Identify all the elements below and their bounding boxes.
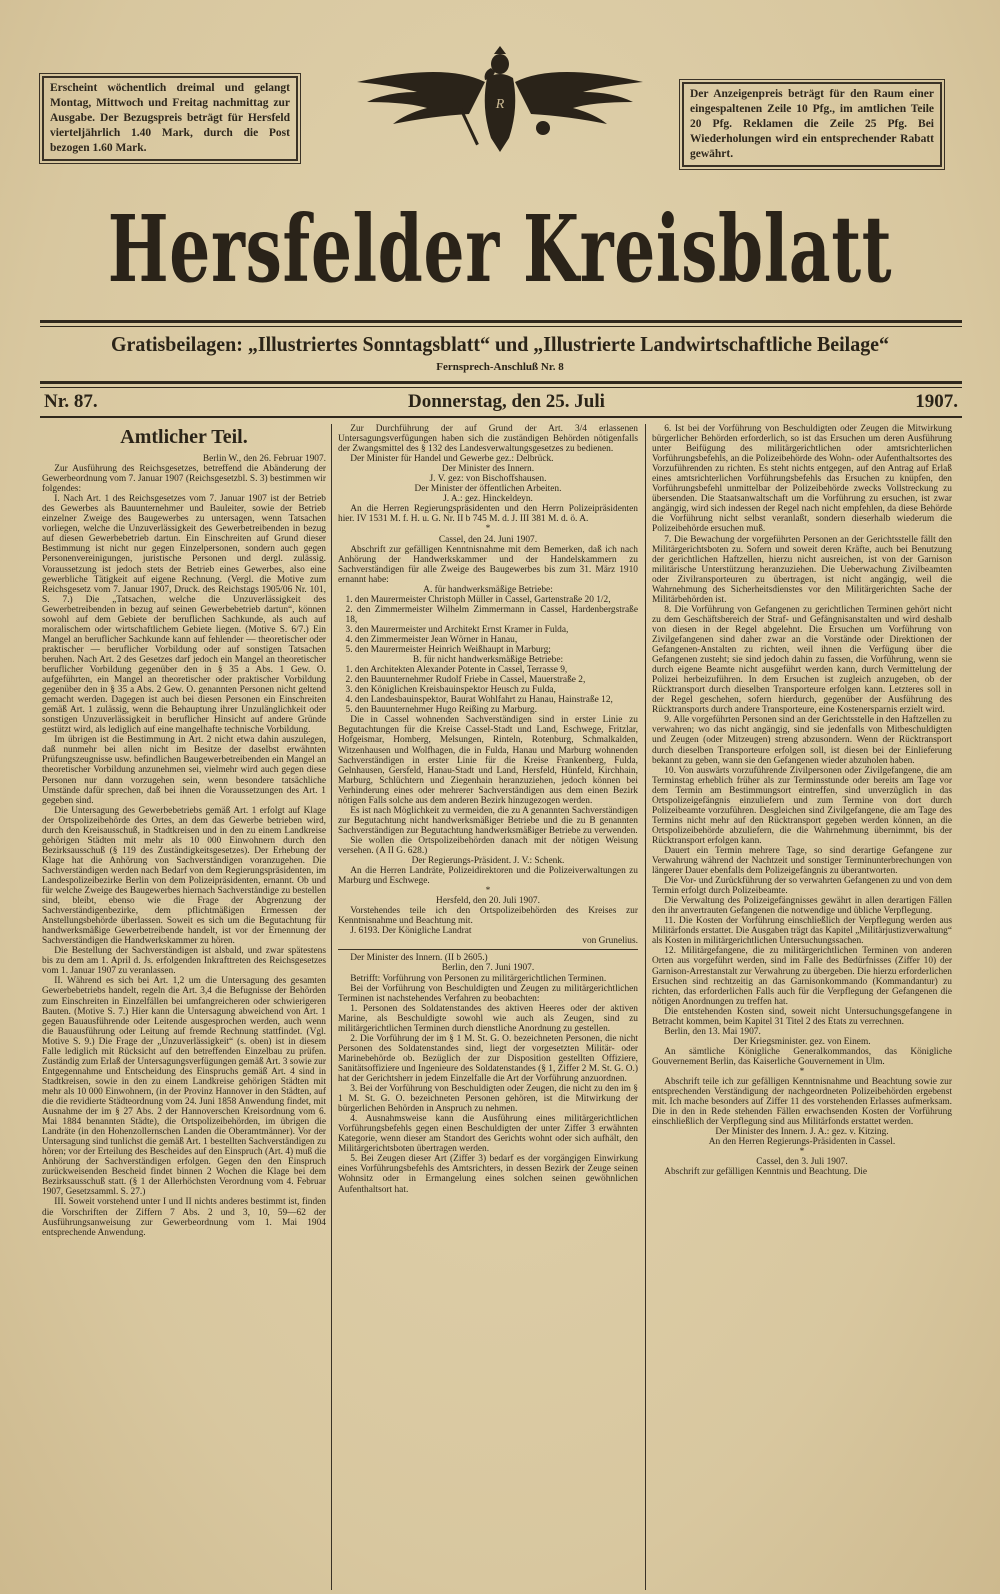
paragraph: J. 6193. Der Königliche Landrat	[350, 926, 472, 937]
paragraph: Sie wollen die Ortspolizeibehörden danach mit der nötigen Weisung versehen. (A II G. 628.)	[338, 835, 638, 856]
paragraph: An die Herren Regierungspräsidenten und den Herrn Polizeipräsidenten hier. IV 1531 M. f. H. u. G. Nr. II b 745 M. d. J. III 381 M. d. ö. A.	[338, 504, 638, 525]
paragraph: B. für nicht handwerksmäßige Betriebe:	[412, 655, 564, 666]
paragraph: Berlin W., den 26. Februar 1907.	[202, 454, 326, 464]
paragraph: Berlin, den 13. Mai 1907.	[664, 1026, 761, 1037]
list-item: 5. den Maurermeister Heinrich Weißhaupt in Marburg;	[345, 645, 551, 656]
paragraph: Der Kriegsminister. gez. von Einem.	[733, 1036, 871, 1047]
paragraph: *	[799, 1067, 805, 1077]
paragraph: Der Minister des Innern. (II b 2605.)	[350, 953, 488, 964]
issue-date: Donnerstag, den 25. Juli	[408, 391, 605, 412]
section-divider	[338, 949, 638, 950]
paragraph: 8. Die Vorführung von Gefangenen zu gerichtlichen Terminen gehört nicht zu dem Geschäftsbereich der Straf- und Gefängnisanstalten und wird deshalb von diesen in der Regel abgelehnt. Die Ersuchen um Vorführung von Zivilgefangenen sind daher zwar an die Vorstände oder Direktionen der Gefangenen-Anstalten zu richten, weil ihnen die Verfügung über die Gefangenen zusteht; sie sind jedoch dahin zu fassen, die Vorführung, wenn sie durch eigene Beamte nicht ausgeführt werden kann, durch Vermittelung der Polizei herbeizuführen. In dem Ersuchen ist zugleich anzugeben, ob der Rücktransport durch dieselben Transporteure erfolgen kann. Letzteres soll in der Regel geschehen, sofern hierdurch, gegenüber der Ausführung des Rücktransports durch andere Transporteure, eine Kostenersparnis erzielt wird.	[652, 604, 952, 716]
paragraph: 1. Personen des Soldatenstandes des aktiven Heeres oder der aktiven Marine, als Beschuldigte sowohl wie auch als Zeugen, sind zu militärgerichtlichen Terminen durch dienstliche Anordnung zu gestellen.	[338, 1003, 638, 1034]
paragraph: Vorstehendes teile ich den Ortspolizeibehörden des Kreises zur Kenntnisnahme und Beachtung mit.	[338, 906, 638, 927]
paragraph: A. für handwerksmäßige Betriebe:	[423, 584, 553, 595]
paragraph: Cassel, den 3. Juli 1907.	[756, 1157, 848, 1168]
paragraph: Es ist nach Möglichkeit zu vermeiden, die zu A genannten Sachverständigen zur Begutachtung nicht handwerksmäßiger Betriebe und die zu B genannten Sachverständigen zur Begutachtung handwerksmäßiger Betriebe zu verwenden.	[338, 805, 638, 836]
paragraph: Die Verwaltung des Polizeigefängnisses gewährt in allen derartigen Fällen den ihr anvertrauten Gefangenen die notwendige und übliche Verpflegung.	[652, 896, 952, 917]
divider	[40, 381, 962, 384]
divider	[40, 416, 962, 418]
paragraph: Die Untersagung des Gewerbebetriebs gemäß Art. 1 erfolgt auf Klage der Ortspolizeibehörde des Ortes, an dem das Gewerbe betrieben wird, durch den Kreisausschuß, in Stadtkreisen und in den zu einem Landkreise gehörigen Städten mit mehr als 10 000 Einwohnern durch den Bezirksausschuß (§ 119 des Zuständigkeitsgesetzes). Der Erhebung der Klage hat die Anhörung von Sachverständigen voranzugehen. Die Sachverständigen werden nach Bedarf von dem Regierungspräsidenten, im Landespolizeibezirke Berlin von dem Polizeipräsidenten, ernannt. Ob und für welche Zweige des Baugewerbes hiernach Sachverständige zu bestellen sind, bleibt, ebenso wie die Frage der Abgrenzung der Sachverständigenbezirke, dem pflichtmäßigen Ermessen der Anstellungsbehörde überlassen. Soweit es sich um die Begutachtung für handwerksmäßige Gewerbetreibende handelt, ist vor der Ernennung der Sachverständigen die Handwerkskammer zu hören.	[42, 805, 326, 947]
text-column-1	[42, 424, 326, 1590]
paragraph: An die Herren Landräte, Polizeidirektoren und die Polizeiverwaltungen zu Marburg und Eschwege.	[338, 866, 638, 887]
paragraph: Der Minister für Handel und Gewerbe gez.: Delbrück.	[350, 454, 554, 465]
list-item: 4. den Zimmermeister Jean Wörner in Hanau,	[345, 634, 518, 645]
paragraph: Abschrift zur gefälligen Kenntnis und Beachtung. Die	[664, 1167, 868, 1178]
list-item: 5. den Bauunternehmer Hugo Reißing zu Marburg.	[345, 705, 537, 716]
section-heading: Amtlicher Teil.	[120, 426, 248, 448]
paragraph: Die in Cassel wohnenden Sachverständigen sind in erster Linie zu Begutachtungen für die Kreise Cassel-Stadt und Land, Eschwege, Fritzlar, Hofgeismar, Homberg, Melsungen, Rinteln, Rotenburg, Schmalkalden, Witzenhausen und Wolfhagen, die in Fulda, Hanau und Marburg wohnenden Sachverständigen in erster Linie für die Kreise Frankenberg, Fulda, Gelnhausen, Gersfeld, Hanau-Stadt und Land, Hersfeld, Hünfeld, Kirchhain, Marburg, Schlüchtern und Ziegenhain heranzuziehen, jedoch können bei Verhinderung eines oder mehrerer Sachverständigen aus dem einen Bezirk nötigen Falls solche aus dem anderen Bezirk hinzugezogen werden.	[338, 715, 638, 806]
list-item: 2. den Zimmermeister Wilhelm Zimmermann in Cassel, Hardenbergstraße 18,	[345, 604, 638, 625]
paragraph: J. V. gez: von Bischoffshausen.	[429, 474, 547, 485]
paragraph: *	[799, 1147, 805, 1158]
paragraph: 2. Die Vorführung der im § 1 M. St. G. O. bezeichneten Personen, die nicht Personen des Soldatenstandes sind, liegt der vorgesetzten Militär- oder Marinebehörde ob. Bezüglich der zur Disposition gestellten Offiziere, Sanitätsoffiziere und Ingenieure des Soldatenstandes (§ 1, Ziffer 2 M. St. G. O.) hat der Gerichtsherr in jedem Einzelfalle die Art der Vorführung anzuordnen.	[338, 1033, 638, 1084]
list-item: 4. den Landesbauinspektor, Baurat Wohlfahrt zu Hanau, Hainstraße 12,	[345, 695, 613, 706]
paragraph: Zur Ausführung des Reichsgesetzes, betreffend die Abänderung der Gewerbeordnung vom 7. Januar 1907 (Reichsgesetzbl. S. 3) bestimmen wir folgendes:	[42, 464, 326, 495]
paragraph: Im übrigen ist die Bestimmung in Art. 2 nicht etwa dahin auszulegen, daß nunmehr bei allen nicht im Besitze der daselbst erwähnten Prüfungszeugnisse usw. befindlichen Baugewerbetreibenden ein Mangel an theoretischer Vorbildung anzunehmen sei, vielmehr wird auch gegen diese Personen nur dann vorzugehen sein, wenn besondere tatsächliche Umstände dafür sprechen, daß bei ihnen die Voraussetzungen des Art. 1 gegeben sind.	[42, 735, 326, 806]
issue-year: 1907.	[915, 391, 958, 412]
paragraph: II. Während es sich bei Art. 1,2 um die Untersagung des gesamten Gewerbebetriebs handelt, regeln die Art. 3,4 die Befugnisse der Behörden zum Einschreiten in Einzelfällen bei umfangreicheren oder schwierigeren Bauten. (Motive S. 7.) Hier kann die Untersagung abweichend von Art. 1 gegen Bauausführende oder Leitende ausgesprochen werden, auch wenn die Bauausführung oder Leitung auf fremde Rechnung stattfindet. (Vgl. Motive S. 9.) Die Frage der „Unzuverlässigkeit“ (s. oben) ist in diesem Falle lediglich mit Rücksicht auf den betreffenden Einzelbau zu prüfen. Zuständig zum Erlaß der Untersagungsverfügungen gemäß Art. 3 sowie zur Entgegennahme und Entscheidung des Einspruchs gemäß Art. 4 sind in Stadtkreisen, sowie in den zu einem Landkreise gehörigen Städten mit mehr als 10 000 Einwohnern, (in der Provinz Hannover in den Städten, auf die die revidierte Städteordnung vom 24. Juni 1858 Anwendung findet, mit Ausnahme der im § 27 Abs. 2 der Hannoverschen Kreisordnung vom 6. Mai 1884 benannten Städte), die Ortspolizeibehörden, im übrigen die Landräte (in den Hohenzollernschen Landen die Oberamtmänner). Vor der Untersagung sind tunlichst die gemäß Art. 1 bestellten Sachverständigen zu hören; vor der Erteilung des Bescheides auf den Einspruch (Art. 4) muß die Anhörung der Sachverständigen erfolgen. Gegen den den Einspruch zurückweisenden Bescheid findet binnen 2 Wochen die Klage bei dem Bezirksausschuß statt. (§ 1 der Allerhöchsten Verordnung vom 4. Februar 1907, Gesetzsamml. S. 27.)	[42, 976, 326, 1198]
paragraph: I. Nach Art. 1 des Reichsgesetzes vom 7. Januar 1907 ist der Betrieb des Gewerbes als Bauunternehmer und Bauleiter, sowie der Betrieb einzelner Zweige des Baugewerbes zu untersagen, wenn Tatsachen vorliegen, welche die Unzuverlässigkeit des Gewerbetreibenden in bezug auf diesen Gewerbebetrieb dartun. Ein Einschreiten auf Grund dieser Bestimmung ist nicht nur gegen Einzelpersonen, sondern auch gegen Personenvereinigungen, juristische Personen und dergl. zulässig. Voraussetzung ist jedoch stets der Betrieb eines Gewerbes, also eine gewerbliche Tätigkeit auf eigene Rechnung. (Vergl. die Motive zum Reichsgesetz vom 7. Januar 1907, Druck. des Reichstags 1905/06 Nr. 101, S. 7.) Die „Tatsachen, welche die Unzuverlässigkeit des Gewerbetreibenden in bezug auf seinen Gewerbebetrieb dartun“, können sowohl auf dem Gebiete der beruflichen Sachkunde, als auch auf moralischem oder wirtschaftlichem Gebiete liegen. (Motive S. 6/7.) Ein Mangel an beruflicher Sachkunde kann auf fehlender — theoretischer oder praktischer — beruflicher Vorbildung oder auf sonstigen Tatsachen beruhen. Nach Art. 2 des Gesetzes darf jedoch ein Mangel an theoretischer beruflicher Vorbildung gegenüber den in § 35 a Abs. 1 Gew. O. aufgeführten, ein Mangel an theoretischer oder praktischer Vorbildung gegenüber den in § 35 a Abs. 2 Gew. O. genannten Personen nicht geltend gemacht werden. Dagegen ist auch bei diesen Personen ein Einschreiten gemäß Art. 1 zulässig, wenn die Behauptung ihrer Unzulänglichkeit oder sonstigen Unzuverlässigkeit in beruflicher Hinsicht auf andere Gründe gestützt wird, als lediglich auf eine mangelhafte technische Vorbildung.	[42, 494, 326, 736]
divider	[40, 387, 962, 388]
paragraph: 3. Bei der Vorführung von Beschuldigten oder Zeugen, die nicht zu den im § 1 M. St. G. O. bezeichneten Personen gehören, ist die Mitwirkung der bürgerlichen Behörden in Anspruch zu nehmen.	[338, 1084, 638, 1115]
list-item: 1. den Maurermeister Christoph Müller in Cassel, Gartenstraße 20 1/2,	[345, 594, 611, 605]
paragraph: Hersfeld, den 20. Juli 1907.	[436, 896, 540, 907]
paragraph: Die Bestellung der Sachverständigen ist alsbald, und zwar spätestens bis zu dem am 1. April d. Js. erfolgenden Inkrafttreten des Reichsgesetzes vom 1. Januar 1907 zu veranlassen.	[42, 946, 326, 977]
paragraph: Die entstehenden Kosten sind, soweit nicht Untersuchungsgefangene in Betracht kommen, beim Kapitel 31 Titel 2 des Etats zu verrechnen.	[652, 1006, 952, 1027]
prussian-eagle-emblem	[355, 42, 645, 154]
text-column-3	[652, 424, 952, 1590]
paragraph: Zur Durchführung der auf Grund der Art. 3/4 erlassenen Untersagungsverfügungen haben sich die zuständigen Behörden nötigenfalls der Zwangsmittel des § 132 des Landesverwaltungsgesetzes zu bedienen.	[338, 424, 638, 455]
paragraph: 6. Ist bei der Vorführung von Beschuldigten oder Zeugen die Mitwirkung bürgerlicher Behörden erforderlich, so ist das Ersuchen um deren Ausführung unter Beifügung des militärgerichtlichen oder amtsrichterlichen Vorführungsbefehls, an die Polizeibehörde des Wohn- oder Aufenthaltsortes des Vorzuführenden zu richten. Es steht nichts entgegen, auf den Antrag auf Erlaß eines amtsrichterlichen Vorführungsbefehls das Ersuchen zu knüpfen, den Vorführungsbefehl unmittelbar der Polizeibehörde zwecks Vollstreckung zu übersenden. Die Staatsanwaltschaft um die Vorführung zu ersuchen, ist zwar angängig, wird sich indessen der Regel nach nicht empfehlen, da diese Behörde die Vorführung nicht selbst veranlaßt, sondern dieserhalb wiederum die Polizeibehörde ersuchen muß.	[652, 424, 952, 535]
paragraph: 9. Alle vorgeführten Personen sind an der Gerichtsstelle in den Haftzellen zu verwahren; wo das nicht angängig, sind sie jedenfalls von Mitbeschuldigten und Zeugen (oder Mitzeugen) streng abzusondern. Wenn der Rücktransport durch dieselben Transporteure erfolgen soll, ist diesen bei der Einlieferung bekannt zu geben, wann sie den Gefangenen wieder abzuholen haben.	[652, 715, 952, 766]
supplements-line: Gratisbeilagen: „Illustriertes Sonntagsblatt“ und „Illustrierte Landwirtschaftliche Beilage“	[110, 332, 890, 356]
divider	[40, 326, 962, 327]
issue-number: Nr. 87.	[44, 391, 98, 412]
paragraph: Der Minister des Innern.	[441, 464, 535, 475]
paragraph: Die Vor- und Zurückführung der so verwahrten Gefangenen zu und von dem Termin erfolgt durch Polizeibeamte.	[652, 876, 952, 897]
issue-line	[44, 391, 958, 415]
paragraph: 7. Die Bewachung der vorgeführten Personen an der Gerichtsstelle fällt den Militärgerichtsboten zu. Sofern und soweit deren Kräfte, auch bei Benutzung der gerichtlichen Haftzellen, hierzu nicht ausreichen, ist von der Garnison militärische Unterstützung heranzuziehen. Die Ueberwachung Zivilbeamten oder Zivilransporteuren zu übertragen, ist nicht angängig, weil die Wahrnehmung des Sicherheitsdienstes vor den Militärgerichten Sache der Militärbehörden ist.	[652, 534, 952, 605]
paragraph: Der Minister des Innern. J. A.: gez. v. Kitzing.	[715, 1127, 889, 1138]
paragraph: J. A.: gez. Hinckeldeyn.	[443, 494, 533, 505]
advertising-rates-box: Der Anzeigenpreis beträgt für den Raum einer eingespaltenen Zeile 10 Pfg., im amtlichen Teile 20 Pfg. Reklamen die Zeile 25 Pfg. Bei Wiederholungen wird ein entsprechender Rabatt gewährt.	[682, 82, 942, 167]
paragraph: 4. Ausnahmsweise kann die Ausführung eines militärgerichtlichen Vorführungsbefehls gegen einen Beschuldigten der unter Ziffer 3 erwähnten Kategorie, wenn dieser am Standort des Gerichts wohnt oder sich aufhält, den Militärgerichtsboten übertragen werden.	[338, 1114, 638, 1155]
paragraph: 5. Bei Zeugen dieser Art (Ziffer 3) bedarf es der vorgängigen Einwirkung eines Vorführungsbefehls des Amtsrichters, in dessen Bezirk der Zeuge seinen Wohnsitz oder in Ermangelung eines solchen seinen gewöhnlichen Aufenthaltsort hat.	[338, 1154, 638, 1195]
paragraph: Cassel, den 24. Juni 1907.	[438, 534, 538, 545]
paragraph: 11. Die Kosten der Vorführung einschließlich der Verpflegung werden aus Militärfonds erstattet. Die Ausgaben trägt das Kapitel „Militärjustizverwaltung“ als Kosten in militärgerichtlichen Untersuchungssachen.	[652, 916, 952, 947]
paragraph: Abschrift zur gefälligen Kenntnisnahme mit dem Bemerken, daß ich nach Anhörung der Handwerkskammer und der Handelskammern zu Sachverständigen für alle Zweige des Baugewerbes bis zum 31. März 1910 ernannt habe:	[338, 544, 638, 585]
divider	[40, 320, 962, 323]
paragraph: An den Herren Regierungs-Präsidenten in Cassel.	[708, 1137, 896, 1148]
paragraph: III. Soweit vorstehend unter I und II nichts anderes bestimmt ist, finden die Vorschriften der Ziffern 7 Abs. 2 und 3, 10, 59—62 der Ausführungsanweisung zur Gewerbeordnung vom 1. Mai 1904 entsprechende Anwendung.	[42, 1197, 326, 1238]
column-divider	[645, 424, 646, 1590]
emblem-monogram: R	[495, 97, 505, 112]
telephone-line: Fernsprech-Anschluß Nr. 8	[436, 361, 564, 373]
list-item: 2. den Bauunternehmer Rudolf Friebe in Cassel, Mauerstraße 2,	[345, 675, 586, 686]
list-item: 3. den Maurermeister und Architekt Ernst Kramer in Fulda,	[345, 624, 569, 635]
paragraph: *	[485, 524, 491, 535]
paragraph: Dauert ein Termin mehrere Tage, so sind derartige Gefangene zur Verwahrung während der Nachtzeit und sonstiger Terminunterbrechungen von längerer Dauer ebenfalls dem Polizeigefängnis zu überantworten.	[652, 845, 952, 877]
paragraph: An sämtliche Königliche Generalkommandos, das Königliche Gouvernement Berlin, das Kaiserliche Gouvernement in Ulm.	[652, 1046, 952, 1067]
paragraph: Der Regierungs-Präsident. J. V.: Schenk.	[411, 856, 565, 867]
paragraph: 10. Von auswärts vorzuführende Zivilpersonen oder Zivilgefangene, die am Terminstag erheblich früher als zur Terminsstunde oder bereits am Tage vor dem Termin am Bestimmungsort eintreffen, sind unverzüglich in das Ortspolizeigefängnis einzuliefern und zum Termine von dort durch Polizeibeamte vorzuführen. Desgleichen sind Zivilgefangene, die am Tage des Termins nicht mehr auf den Rücktransport gegeben werden können, an die Ortspolizeibehörde abzuliefern, die die Wahrnehmung übernimmt, bis der Rücktransport erfolgen kann.	[652, 765, 952, 846]
text-column-2	[338, 424, 638, 1590]
paragraph: Bei der Vorführung von Beschuldigten und Zeugen zu militärgerichtlichen Terminen ist nachstehendes Verfahren zu beobachten:	[338, 983, 638, 1004]
paragraph: *	[485, 886, 491, 897]
paragraph: Betrifft: Vorführung von Personen zu militärgerichtlichen Terminen.	[350, 973, 607, 984]
paragraph: von Grunelius.	[582, 936, 638, 947]
subscription-info-box: Erscheint wöchentlich dreimal und gelangt Montag, Mittwoch und Freitag nachmittag zur Ausgabe. Der Bezugspreis beträgt für Hersfeld vierteljährlich 1.40 Mark, durch die Post bezogen 1.60 Mark.	[42, 76, 298, 161]
column-divider	[331, 424, 332, 1590]
list-item: 1. den Architekten Alexander Potente in Cassel, Terrasse 9,	[345, 665, 568, 676]
paragraph: Abschrift teile ich zur gefälligen Kenntnisnahme und Beachtung sowie zur entsprechenden Verständigung der nachgeordneten Polizeibehörden ergebenst mit. Ich mache besonders auf Ziffer 11 des vorstehenden Erlasses aufmerksam. Die in den in Rede stehenden Fällen erwachsenden Kosten der Vorführung einschließlich der Verpflegung sind aus Militärfonds erstattet werden.	[652, 1077, 952, 1128]
list-item: 3. den Königlichen Kreisbauinspektor Heusch zu Fulda,	[345, 685, 556, 696]
paragraph: Berlin, den 7. Juni 1907.	[441, 963, 535, 974]
paragraph: 12. Militärgefangene, die zu militärgerichtlichen Terminen von anderen Orten aus vorgeführt werden, sind im Falle des Bedürfnisses (Ziffer 10) der Garnison-Arrestanstalt zur Verwahrung zu übergeben. Die hierzu erforderlichen Ersuchen sind rechtzeitig an das Garnisonkommando (Kommandantur) zu richten, das erforderlichen Falls auch für die Verpflegung der Gefangenen die nötigen Anordnungen zu treffen hat.	[652, 946, 952, 1007]
paragraph: Der Minister der öffentlichen Arbeiten.	[414, 484, 562, 495]
newspaper-title: Hersfelder Kreisblatt	[107, 195, 893, 303]
